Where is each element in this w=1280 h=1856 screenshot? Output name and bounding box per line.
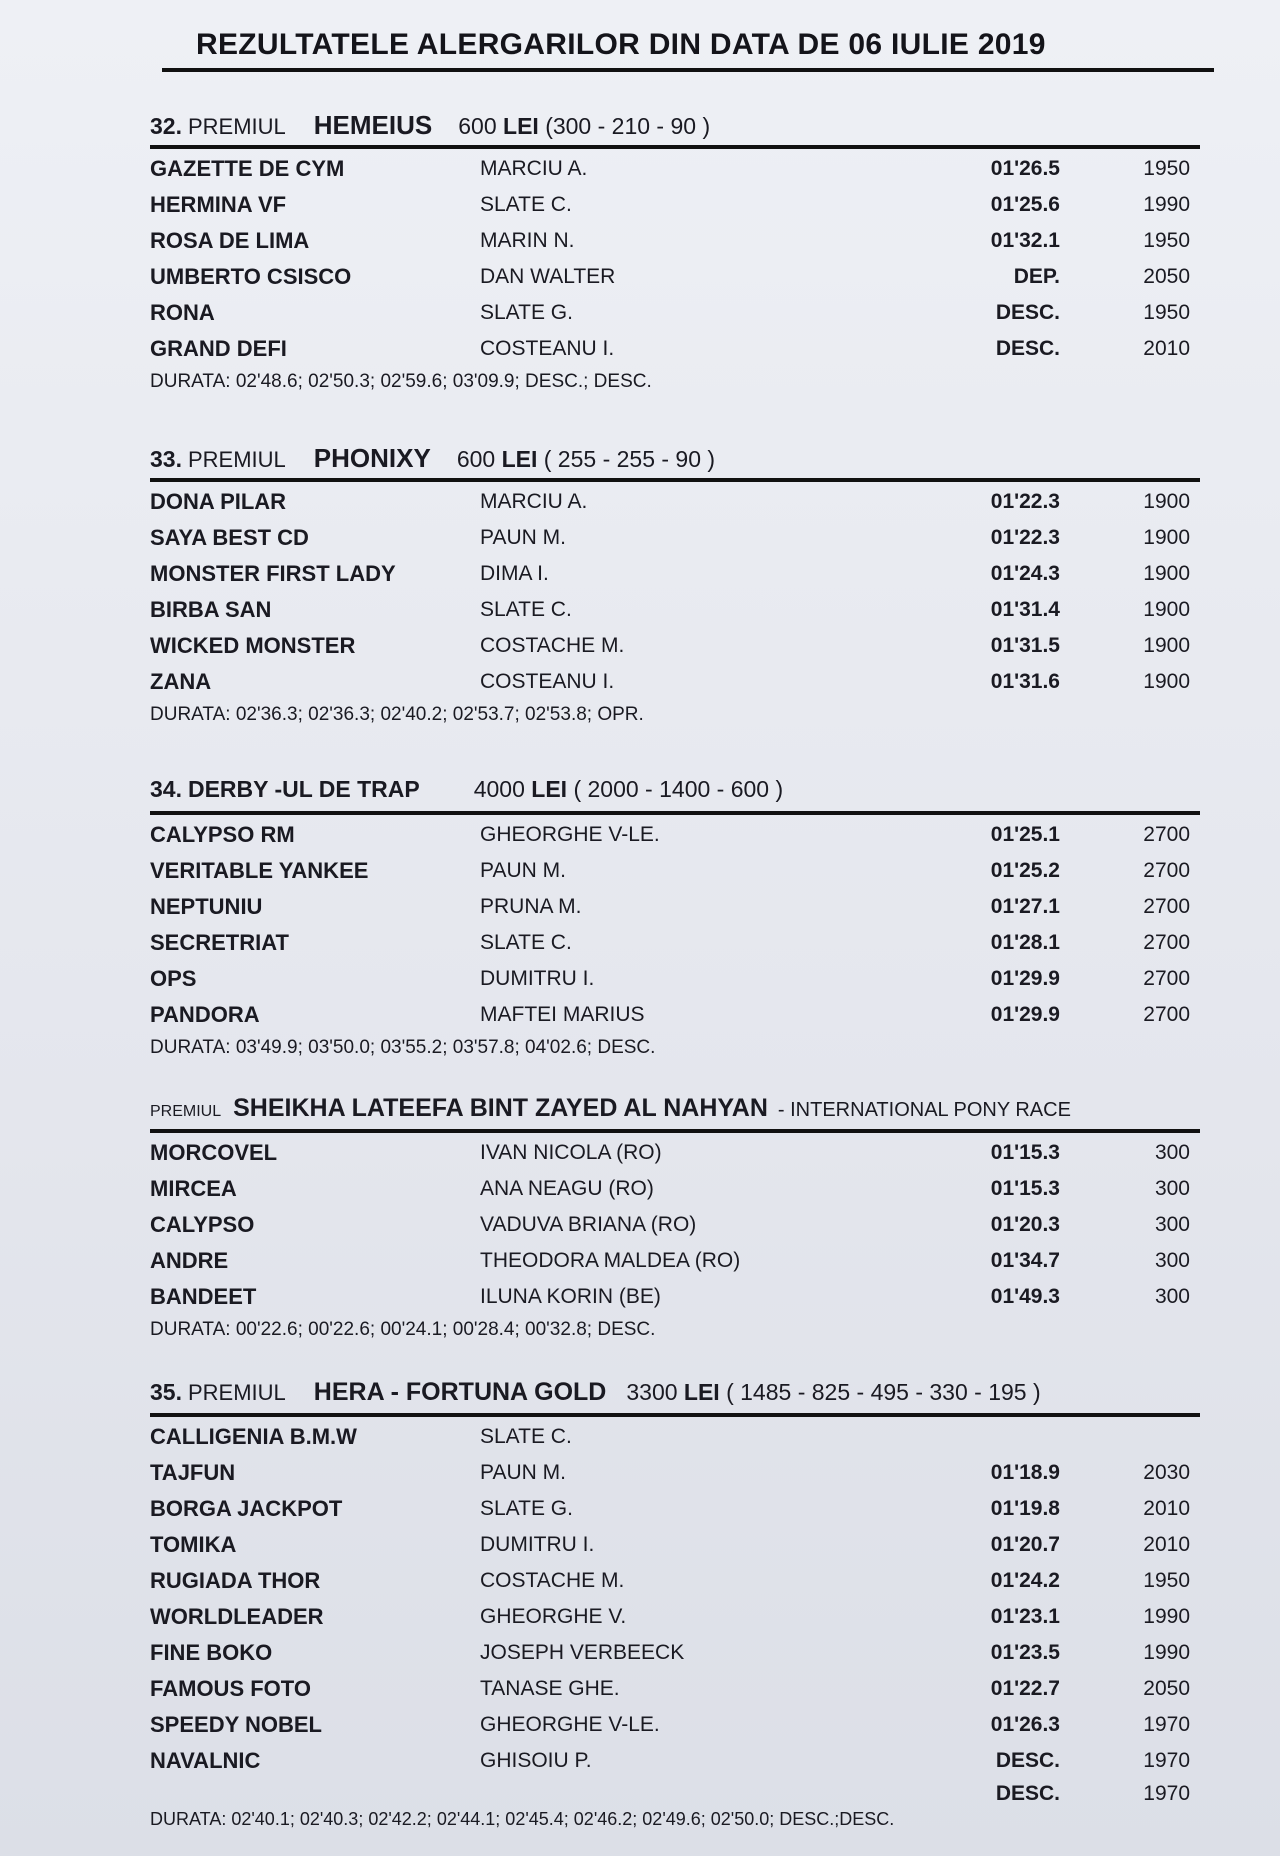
race-section — [150, 1378, 1200, 1830]
race-time: 01'49.3 — [990, 1285, 1060, 1308]
result-row — [150, 925, 1200, 961]
race-label: PREMIUL — [150, 1103, 222, 1120]
race-time: 01'31.4 — [990, 598, 1060, 621]
race-time: 01'24.3 — [990, 562, 1060, 585]
race-time: 01'31.5 — [990, 634, 1060, 657]
horse-name: ANDRE — [150, 1248, 229, 1273]
result-row — [150, 223, 1200, 259]
result-row — [150, 331, 1200, 367]
driver-name: ANA NEAGU (RO) — [480, 1177, 654, 1200]
race-number: 34. — [150, 776, 182, 802]
result-row — [150, 1279, 1200, 1315]
driver-name: GHEORGHE V-LE. — [480, 1713, 660, 1736]
race-header — [150, 110, 1200, 144]
race-header — [150, 776, 1200, 810]
page-title: REZULTATELE ALERGARILOR DIN DATA DE 06 IULIE 2019 — [196, 28, 1046, 61]
race-time: DEP. — [1013, 265, 1060, 288]
race-distance: 2700 — [1143, 895, 1190, 918]
race-time: 01'26.3 — [990, 1713, 1060, 1736]
race-time: 01'15.3 — [990, 1141, 1060, 1164]
prize-currency: LEI — [531, 776, 568, 802]
driver-name: GHISOIU P. — [480, 1749, 592, 1772]
horse-name: GRAND DEFI — [150, 336, 287, 361]
prize-amount: 600 — [456, 446, 496, 472]
horse-name: PANDORA — [150, 1002, 260, 1027]
result-row — [150, 997, 1200, 1033]
race-number: 35. — [150, 1379, 182, 1405]
horse-name: CALYPSO — [150, 1212, 255, 1237]
horse-name: TAJFUN — [150, 1460, 236, 1485]
race-header — [150, 1378, 1200, 1412]
driver-name: MARIN N. — [480, 229, 575, 252]
horse-name: ROSA DE LIMA — [150, 228, 310, 253]
result-row — [150, 187, 1200, 223]
race-time: 01'28.1 — [990, 931, 1060, 954]
horse-name: SPEEDY NOBEL — [150, 1712, 322, 1737]
result-row — [150, 1635, 1200, 1671]
race-name: HERA - FORTUNA GOLD — [313, 1378, 607, 1406]
result-row — [150, 628, 1200, 664]
race-prize — [474, 776, 783, 803]
title-divider — [162, 68, 1214, 72]
race-time: 01'15.3 — [990, 1177, 1060, 1200]
prize-split: (300 - 210 - 90 ) — [545, 113, 711, 139]
horse-name: BORGA JACKPOT — [150, 1496, 343, 1521]
horse-name: GAZETTE DE CYM — [150, 156, 345, 181]
race-distance: 1990 — [1143, 193, 1190, 216]
race-time: 01'22.3 — [990, 526, 1060, 549]
race-time: 01'31.6 — [990, 670, 1060, 693]
prize-currency: LEI — [503, 113, 539, 139]
result-row — [150, 259, 1200, 295]
driver-name: COSTEANU I. — [480, 670, 615, 693]
race-time: 01'20.3 — [990, 1213, 1060, 1236]
race-distance: 1950 — [1143, 1569, 1190, 1592]
race-distance: 2010 — [1143, 337, 1190, 360]
horse-name: BANDEET — [150, 1284, 257, 1309]
race-distance: 1950 — [1143, 301, 1190, 324]
race-prize — [457, 446, 715, 473]
race-distance: 2050 — [1143, 265, 1190, 288]
race-subtitle: - INTERNATIONAL PONY RACE — [777, 1099, 1071, 1121]
race-distance: 1950 — [1143, 157, 1190, 180]
driver-name: MARCIU A. — [480, 490, 588, 513]
result-row — [150, 520, 1200, 556]
race-distance: 300 — [1154, 1141, 1190, 1164]
result-row — [150, 1707, 1200, 1743]
prize-amount: 4000 — [473, 776, 525, 802]
race-distance: 2700 — [1143, 967, 1190, 990]
race-distance: 2700 — [1143, 823, 1190, 846]
horse-name: BIRBA SAN — [150, 597, 272, 622]
result-row — [150, 1599, 1200, 1635]
race-time: 01'25.6 — [990, 193, 1060, 216]
race-divider — [150, 811, 1200, 815]
result-row — [150, 664, 1200, 700]
race-header — [150, 1094, 1200, 1128]
driver-name: MARCIU A. — [480, 157, 588, 180]
race-time: 01'29.9 — [990, 967, 1060, 990]
horse-name: UMBERTO CSISCO — [150, 264, 352, 289]
driver-name: SLATE C. — [480, 193, 572, 216]
result-row — [150, 961, 1200, 997]
race-time: 01'29.9 — [990, 1003, 1060, 1026]
driver-name: DAN WALTER — [480, 265, 616, 288]
results-list — [150, 1135, 1200, 1315]
driver-name: PAUN M. — [480, 859, 566, 882]
race-distance: 2700 — [1143, 859, 1190, 882]
driver-name: SLATE C. — [480, 931, 572, 954]
race-distance: 300 — [1154, 1285, 1190, 1308]
results-list — [150, 151, 1200, 367]
horse-name: TOMIKA — [150, 1532, 237, 1557]
race-name: PHONIXY — [313, 443, 431, 473]
race-time: 01'23.5 — [990, 1641, 1060, 1664]
prize-split: ( 255 - 255 - 90 ) — [543, 446, 716, 472]
race-distance: 1900 — [1143, 526, 1190, 549]
race-durations: DURATA: 00'22.6; 00'22.6; 00'24.1; 00'28.4; 00'32.8; DESC. — [150, 1319, 656, 1340]
driver-name: MAFTEI MARIUS — [480, 1003, 645, 1026]
race-distance: 1950 — [1143, 229, 1190, 252]
result-row — [150, 1135, 1200, 1171]
driver-name: SLATE C. — [480, 1425, 572, 1448]
driver-name: SLATE G. — [480, 301, 573, 324]
result-row — [150, 295, 1200, 331]
race-name: SHEIKHA LATEEFA BINT ZAYED AL NAHYAN — [233, 1094, 768, 1122]
race-name: HEMEIUS — [313, 110, 433, 140]
result-row — [150, 1171, 1200, 1207]
race-time: 01'34.7 — [990, 1249, 1060, 1272]
race-distance: 2700 — [1143, 1003, 1190, 1026]
driver-name: SLATE C. — [480, 598, 572, 621]
race-distance: 1990 — [1143, 1641, 1190, 1664]
race-time: DESC. — [995, 1782, 1060, 1805]
race-section — [150, 443, 1200, 726]
race-distance: 1970 — [1143, 1713, 1190, 1736]
horse-name: VERITABLE YANKEE — [150, 858, 369, 883]
race-time: 01'19.8 — [990, 1497, 1060, 1520]
result-row — [150, 1491, 1200, 1527]
results-list — [150, 817, 1200, 1033]
race-distance: 1970 — [1143, 1782, 1190, 1805]
driver-name: PAUN M. — [480, 526, 566, 549]
driver-name: COSTACHE M. — [480, 1569, 625, 1592]
race-number: 32. — [150, 113, 182, 139]
race-time: 01'24.2 — [990, 1569, 1060, 1592]
results-list — [150, 1419, 1200, 1809]
result-row — [150, 151, 1200, 187]
race-section — [150, 776, 1200, 1059]
result-row — [150, 1563, 1200, 1599]
race-divider — [150, 1129, 1200, 1133]
result-row — [150, 817, 1200, 853]
race-distance: 2010 — [1143, 1533, 1190, 1556]
horse-name: DONA PILAR — [150, 489, 287, 514]
race-header — [150, 443, 1200, 477]
result-row — [150, 1207, 1200, 1243]
driver-name: DUMITRU I. — [480, 1533, 595, 1556]
horse-name: MIRCEA — [150, 1176, 237, 1201]
race-distance: 300 — [1154, 1213, 1190, 1236]
result-row — [150, 592, 1200, 628]
result-row — [150, 1743, 1200, 1779]
race-distance: 1900 — [1143, 490, 1190, 513]
race-time: 01'26.5 — [990, 157, 1060, 180]
race-time: 01'22.3 — [990, 490, 1060, 513]
horse-name: NEPTUNIU — [150, 894, 263, 919]
race-distance: 1900 — [1143, 598, 1190, 621]
horse-name: MORCOVEL — [150, 1140, 278, 1165]
prize-currency: LEI — [501, 446, 538, 472]
result-row — [150, 1779, 1200, 1809]
driver-name: ILUNA KORIN (BE) — [480, 1285, 661, 1308]
result-row — [150, 889, 1200, 925]
driver-name: COSTEANU I. — [480, 337, 615, 360]
race-time: 01'22.7 — [990, 1677, 1060, 1700]
race-durations: DURATA: 02'40.1; 02'40.3; 02'42.2; 02'44.1; 02'45.4; 02'46.2; 02'49.6; 02'50.0; DESC.;DESC. — [150, 1809, 895, 1829]
result-row — [150, 1243, 1200, 1279]
race-distance: 2010 — [1143, 1497, 1190, 1520]
race-section — [150, 1094, 1200, 1341]
race-prize — [458, 113, 710, 140]
horse-name: CALLIGENIA B.M.W — [150, 1424, 357, 1449]
race-time: 01'25.2 — [990, 859, 1060, 882]
prize-currency: LEI — [683, 1379, 720, 1405]
prize-split: ( 1485 - 825 - 495 - 330 - 195 ) — [726, 1379, 1041, 1405]
race-distance: 2030 — [1143, 1461, 1190, 1484]
horse-name: FINE BOKO — [150, 1640, 273, 1665]
race-time: 01'20.7 — [990, 1533, 1060, 1556]
result-row — [150, 1455, 1200, 1491]
driver-name: THEODORA MALDEA (RO) — [480, 1249, 741, 1272]
race-distance: 2700 — [1143, 931, 1190, 954]
horse-name: WORLDLEADER — [150, 1604, 324, 1629]
horse-name: MONSTER FIRST LADY — [150, 561, 396, 586]
results-list — [150, 484, 1200, 700]
driver-name: TANASE GHE. — [480, 1677, 620, 1700]
race-divider — [150, 1413, 1200, 1417]
race-distance: 1900 — [1143, 562, 1190, 585]
driver-name: VADUVA BRIANA (RO) — [480, 1213, 697, 1236]
race-time: 01'32.1 — [990, 229, 1060, 252]
horse-name: SAYA BEST CD — [150, 525, 309, 550]
race-distance: 2050 — [1143, 1677, 1190, 1700]
horse-name: ZANA — [150, 669, 212, 694]
result-row — [150, 484, 1200, 520]
prize-split: ( 2000 - 1400 - 600 ) — [573, 776, 784, 802]
race-time: 01'23.1 — [990, 1605, 1060, 1628]
driver-name: GHEORGHE V. — [480, 1605, 627, 1628]
horse-name: OPS — [150, 966, 197, 991]
race-time: DESC. — [995, 337, 1060, 360]
race-time: DESC. — [995, 1749, 1060, 1772]
race-distance: 300 — [1154, 1249, 1190, 1272]
driver-name: SLATE G. — [480, 1497, 573, 1520]
race-distance: 1900 — [1143, 634, 1190, 657]
race-durations: DURATA: 02'36.3; 02'36.3; 02'40.2; 02'53.7; 02'53.8; OPR. — [150, 704, 644, 725]
race-number: 33. — [150, 446, 182, 472]
race-label: PREMIUL — [187, 1380, 286, 1405]
driver-name: DIMA I. — [480, 562, 549, 585]
race-time: 01'18.9 — [990, 1461, 1060, 1484]
driver-name: PAUN M. — [480, 1461, 566, 1484]
driver-name: JOSEPH VERBEECK — [480, 1641, 685, 1664]
driver-name: PRUNA M. — [480, 895, 582, 918]
race-divider — [150, 145, 1200, 149]
result-row — [150, 1671, 1200, 1707]
race-time: DESC. — [995, 301, 1060, 324]
race-prize — [626, 1379, 1040, 1406]
horse-name: RUGIADA THOR — [150, 1568, 321, 1593]
result-row — [150, 1527, 1200, 1563]
horse-name: RONA — [150, 300, 215, 325]
race-distance: 1990 — [1143, 1605, 1190, 1628]
race-distance: 1970 — [1143, 1749, 1190, 1772]
race-distance: 1900 — [1143, 670, 1190, 693]
race-durations: DURATA: 03'49.9; 03'50.0; 03'55.2; 03'57.8; 04'02.6; DESC. — [150, 1037, 656, 1058]
race-label: PREMIUL — [187, 114, 286, 139]
race-durations: DURATA: 02'48.6; 02'50.3; 02'59.6; 03'09.9; DESC.; DESC. — [150, 371, 652, 392]
race-time: 01'25.1 — [990, 823, 1060, 846]
result-row — [150, 1419, 1200, 1455]
race-time: 01'27.1 — [990, 895, 1060, 918]
driver-name: GHEORGHE V-LE. — [480, 823, 660, 846]
driver-name: COSTACHE M. — [480, 634, 625, 657]
horse-name: NAVALNIC — [150, 1748, 261, 1773]
horse-name: WICKED MONSTER — [150, 633, 356, 658]
horse-name: CALYPSO RM — [150, 822, 295, 847]
race-label: PREMIUL — [187, 447, 286, 472]
result-row — [150, 556, 1200, 592]
race-name: DERBY -UL DE TRAP — [187, 776, 420, 802]
race-distance: 300 — [1154, 1177, 1190, 1200]
horse-name: HERMINA VF — [150, 192, 287, 217]
horse-name: SECRETRIAT — [150, 930, 289, 955]
prize-amount: 600 — [458, 113, 497, 139]
race-divider — [150, 478, 1200, 482]
race-section — [150, 110, 1200, 393]
horse-name: FAMOUS FOTO — [150, 1676, 311, 1701]
result-row — [150, 853, 1200, 889]
prize-amount: 3300 — [626, 1379, 678, 1405]
driver-name: IVAN NICOLA (RO) — [480, 1141, 662, 1164]
driver-name: DUMITRU I. — [480, 967, 595, 990]
